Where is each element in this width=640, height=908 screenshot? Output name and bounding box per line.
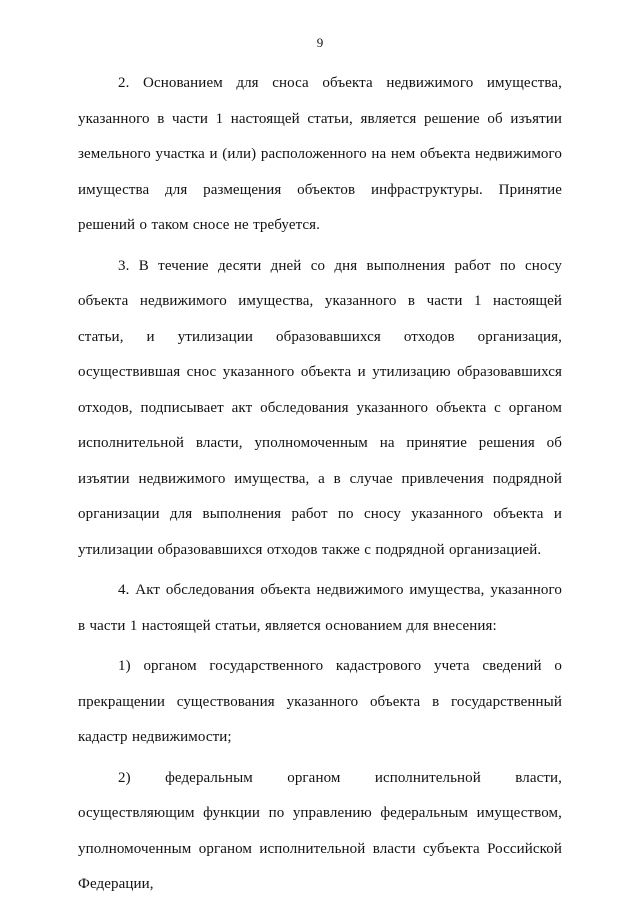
- page-number: 9: [316, 35, 324, 50]
- paragraph-2: 2. Основанием для сноса объекта недвижимого имущества, указанного в части 1 настоящей статьи, является решение об изъятии земельного участка и (или) расположенного на нем объекта недвижимого имущества для размещения объектов инфраструктуры. Принятие решений о таком сносе не требуется.: [78, 75, 562, 233]
- paragraph-4: 4. Акт обследования объекта недвижимого имущества, указанного в части 1 настоящей статьи, является основанием для внесения:: [78, 582, 562, 634]
- paragraph-4-item-2: 2) федеральным органом исполнительной власти, осуществляющим функции по управлению федеральным имуществом, уполномоченным органом исполнительной власти субъекта Российской Федерации,: [78, 769, 562, 892]
- paragraph-4-item-1: 1) органом государственного кадастрового учета сведений о прекращении существования указанного объекта в государственный кадастр недвижимости;: [78, 658, 562, 745]
- document-body: [78, 66, 562, 908]
- paragraph-3: 3. В течение десяти дней со дня выполнения работ по сносу объекта недвижимого имущества, указанного в части 1 настоящей статьи, и утилизации образовавшихся отходов организация, осуществившая снос указанного объекта и утилизацию образовавшихся отходов, подписывает акт обследования указанного объекта с органом исполнительной власти, уполномоченным на принятие решения об изъятии недвижимого имущества, а в случае привлечения подрядной организации для выполнения работ по сносу указанного объекта и утилизации образовавшихся отходов также с подрядной организацией.: [78, 257, 562, 558]
